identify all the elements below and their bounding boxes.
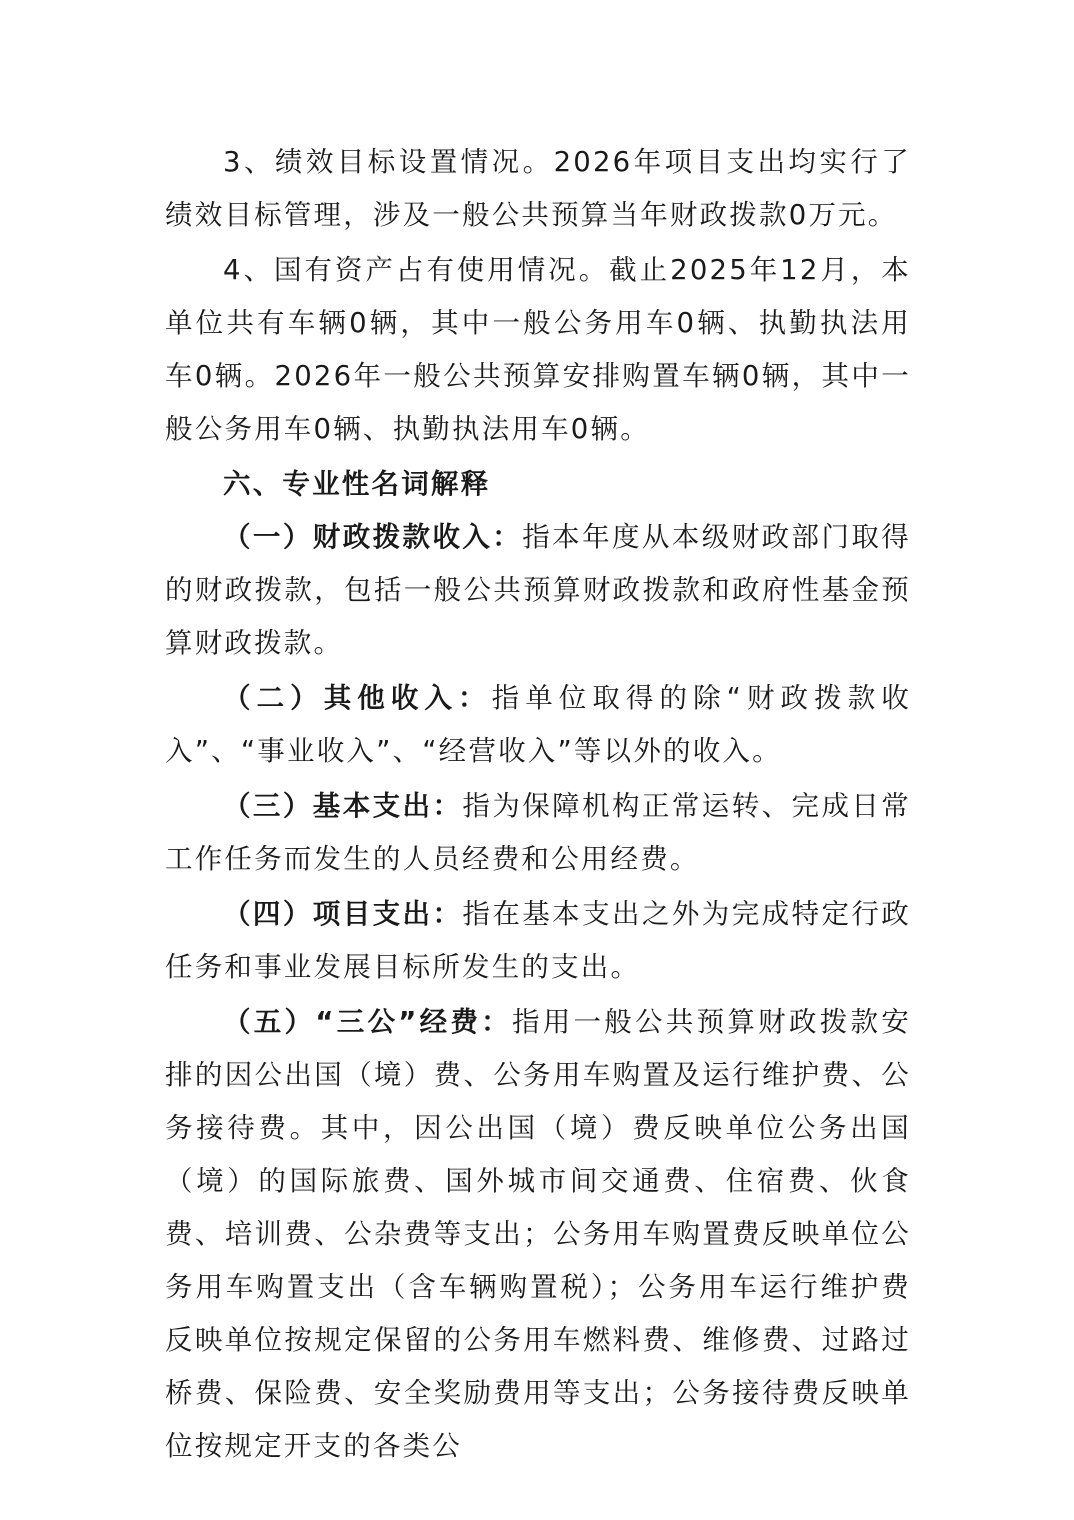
definition-text: 指本年度从本级财政部门取得的财政拨款，包括一般公共预算财政拨款和政府性基金预算财政拨款。 [165,521,912,659]
paragraph-state-assets: 4、国有资产占有使用情况。截止2025年12月，本单位共有车辆0辆，其中一般公务用车0辆、执勤执法用车0辆。2026年一般公共预算安排购置车辆0辆，其中一般公务用车0辆、执勤执法用车0辆。 [165,254,911,445]
definition-term: （二）其他收入： [223,682,492,714]
definition-term: （一）财政拨款收入： [223,521,523,553]
definition-text: 指为保障机构正常运转、完成日常工作任务而发生的人员经费和公用经费。 [165,790,912,875]
definition-text: 指用一般公共预算财政拨款安排的因公出国（境）费、公务用车购置及运行维护费、公务接待费。其中，因公出国（境）费反映单位公务出国（境）的国际旅费、国外城市间交通费、住宿费、伙食费、培训费、公杂费等支出；公务用车购置费反映单位公务用车购置支出（含车辆购置税）；公务用车运行维护费反映单位按规定保留的公务用车燃料费、维修费、过路过桥费、保险费、安全奖励费用等支出；公务接待费反映单位按规定开支的各类公 [165,1006,911,1462]
definition-text: 指单位取得的除“财政拨款收入”、“事业收入”、“经营收入”等以外的收入。 [165,682,911,767]
definition-three-public-expenses [165,996,911,1473]
definition-project-expenditure [165,888,911,994]
definition-term: （四）项目支出： [223,898,463,930]
document-body [165,136,911,1473]
definition-text: 指在基本支出之外为完成特定行政任务和事业发展目标所发生的支出。 [165,898,912,983]
paragraph-performance-targets: 3、绩效目标设置情况。2026年项目支出均实行了绩效目标管理，涉及一般公共预算当年财政拨款0万元。 [165,146,911,231]
definition-basic-expenditure [165,780,911,886]
section-heading-terminology: 六、专业性名词解释 [223,468,491,500]
definition-fiscal-appropriation-income [165,511,911,670]
definition-other-income [165,672,911,778]
definition-term: （三）基本支出： [223,790,463,822]
definition-term: （五）“三公”经费： [223,1006,512,1038]
